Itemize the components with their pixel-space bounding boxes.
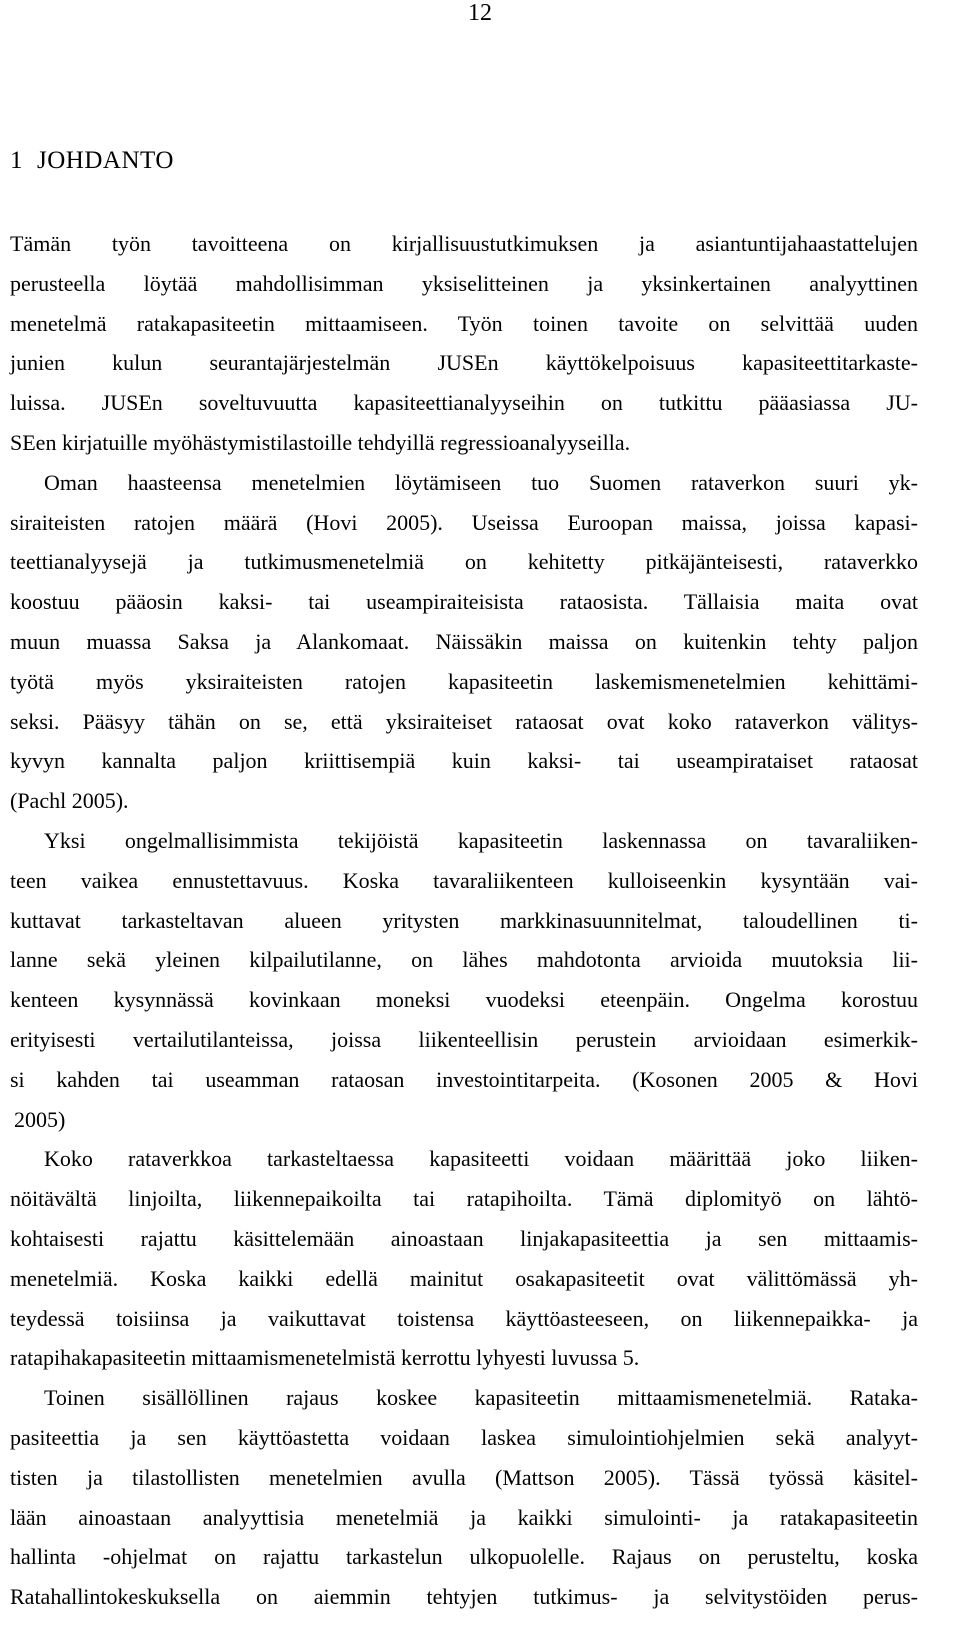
text-line: perusteella löytää mahdollisimman yksiselitteinen ja yksinkertainen analyyttinen — [10, 270, 918, 296]
text-line: kohtaisesti rajattu käsittelemään ainoastaan linjakapasiteettia ja sen mittaamis- — [10, 1225, 918, 1251]
text-line: Toinen sisällöllinen rajaus koskee kapasiteetin mittaamismenetelmiä. Rataka- — [44, 1385, 918, 1411]
page-number: 12 — [468, 0, 492, 26]
text-line: menetelmä ratakapasiteetin mittaamiseen. Työn toinen tavoite on selvittää uuden — [10, 310, 918, 336]
text-line: Koko rataverkkoa tarkasteltaessa kapasiteetti voidaan määrittää joko liiken- — [44, 1146, 918, 1172]
text-line: seksi. Pääsyy tähän on se, että yksiraiteiset rataosat ovat koko rataverkon välitys- — [10, 708, 918, 734]
text-line: 2005) — [14, 1106, 66, 1132]
text-line: teettianalyysejä ja tutkimusmenetelmiä on kehitetty pitkäjänteisesti, rataverkko — [10, 549, 918, 575]
text-line: Oman haasteensa menetelmien löytämiseen tuo Suomen rataverkon suuri yk- — [44, 469, 918, 495]
text-line: koostuu pääosin kaksi- tai useampiraiteisista rataosista. Tällaisia maita ovat — [10, 589, 918, 615]
text-line: junien kulun seurantajärjestelmän JUSEn käyttökelpoisuus kapasiteettitarkaste- — [10, 350, 918, 376]
text-line: pasiteettia ja sen käyttöastetta voidaan laskea simulointiohjelmien sekä analyyt- — [10, 1424, 918, 1450]
chapter-title: JOHDANTO — [37, 147, 174, 174]
body-text — [10, 224, 918, 1617]
text-line: kenteen kysynnässä kovinkaan moneksi vuodeksi eteenpäin. Ongelma korostuu — [10, 987, 918, 1013]
text-line: muun muassa Saksa ja Alankomaat. Näissäkin maissa on kuitenkin tehty paljon — [10, 628, 918, 654]
text-line: luissa. JUSEn soveltuvuutta kapasiteettianalyyseihin on tutkittu pääasiassa JU- — [10, 390, 918, 416]
text-line: ratapihakapasiteetin mittaamismenetelmistä kerrottu lyhyesti luvussa 5. — [10, 1345, 640, 1371]
text-line: nöitävältä linjoilta, liikennepaikoilta tai ratapihoilta. Tämä diplomityö on lähtö- — [10, 1186, 918, 1212]
text-line: SEen kirjatuille myöhästymistilastoille tehdyillä regressioanalyyseilla. — [10, 429, 631, 455]
text-line: teydessä toisiinsa ja vaikuttavat toistensa käyttöasteeseen, on liikennepaikka- ja — [10, 1305, 918, 1331]
text-line: Tämän työn tavoitteena on kirjallisuustutkimuksen ja asiantuntijahaastattelujen — [10, 231, 918, 256]
text-line: teen vaikea ennustettavuus. Koska tavaraliikenteen kulloiseenkin kysyntään vai- — [10, 867, 918, 893]
text-line: kuttavat tarkasteltavan alueen yritysten markkinasuunnitelmat, taloudellinen ti- — [10, 907, 918, 933]
text-line: Ratahallintokeskuksella on aiemmin tehtyjen tutkimus- ja selvitystöiden perus- — [10, 1584, 918, 1610]
chapter-heading — [10, 147, 174, 175]
text-line: työtä myös yksiraiteisten ratojen kapasiteetin laskemismenetelmien kehittämi- — [10, 668, 918, 694]
chapter-number: 1 — [10, 147, 23, 174]
text-line: hallinta -ohjelmat on rajattu tarkastelun ulkopuolelle. Rajaus on perusteltu, koska — [10, 1544, 918, 1570]
text-line: tisten ja tilastollisten menetelmien avulla (Mattson 2005). Tässä työssä käsitel- — [10, 1464, 918, 1490]
text-line: si kahden tai useamman rataosan investointitarpeita. (Kosonen 2005 & Hovi — [10, 1066, 918, 1092]
text-line: menetelmiä. Koska kaikki edellä mainitut osakapasiteetit ovat välittömässä yh- — [10, 1265, 918, 1291]
text-line: kyvyn kannalta paljon kriittisempiä kuin kaksi- tai useampirataiset rataosat — [10, 748, 918, 774]
text-line: erityisesti vertailutilanteissa, joissa liikenteellisin perustein arvioidaan esimerkik- — [10, 1026, 918, 1052]
text-line: lanne sekä yleinen kilpailutilanne, on lähes mahdotonta arvioida muutoksia lii- — [10, 947, 918, 973]
text-line: Yksi ongelmallisimmista tekijöistä kapasiteetin laskennassa on tavaraliiken- — [44, 827, 918, 853]
text-line: siraiteisten ratojen määrä (Hovi 2005). Useissa Euroopan maissa, joissa kapasi- — [10, 509, 918, 535]
text-line: lään ainoastaan analyyttisia menetelmiä ja kaikki simulointi- ja ratakapasiteetin — [10, 1504, 918, 1530]
text-line: (Pachl 2005). — [10, 788, 129, 814]
